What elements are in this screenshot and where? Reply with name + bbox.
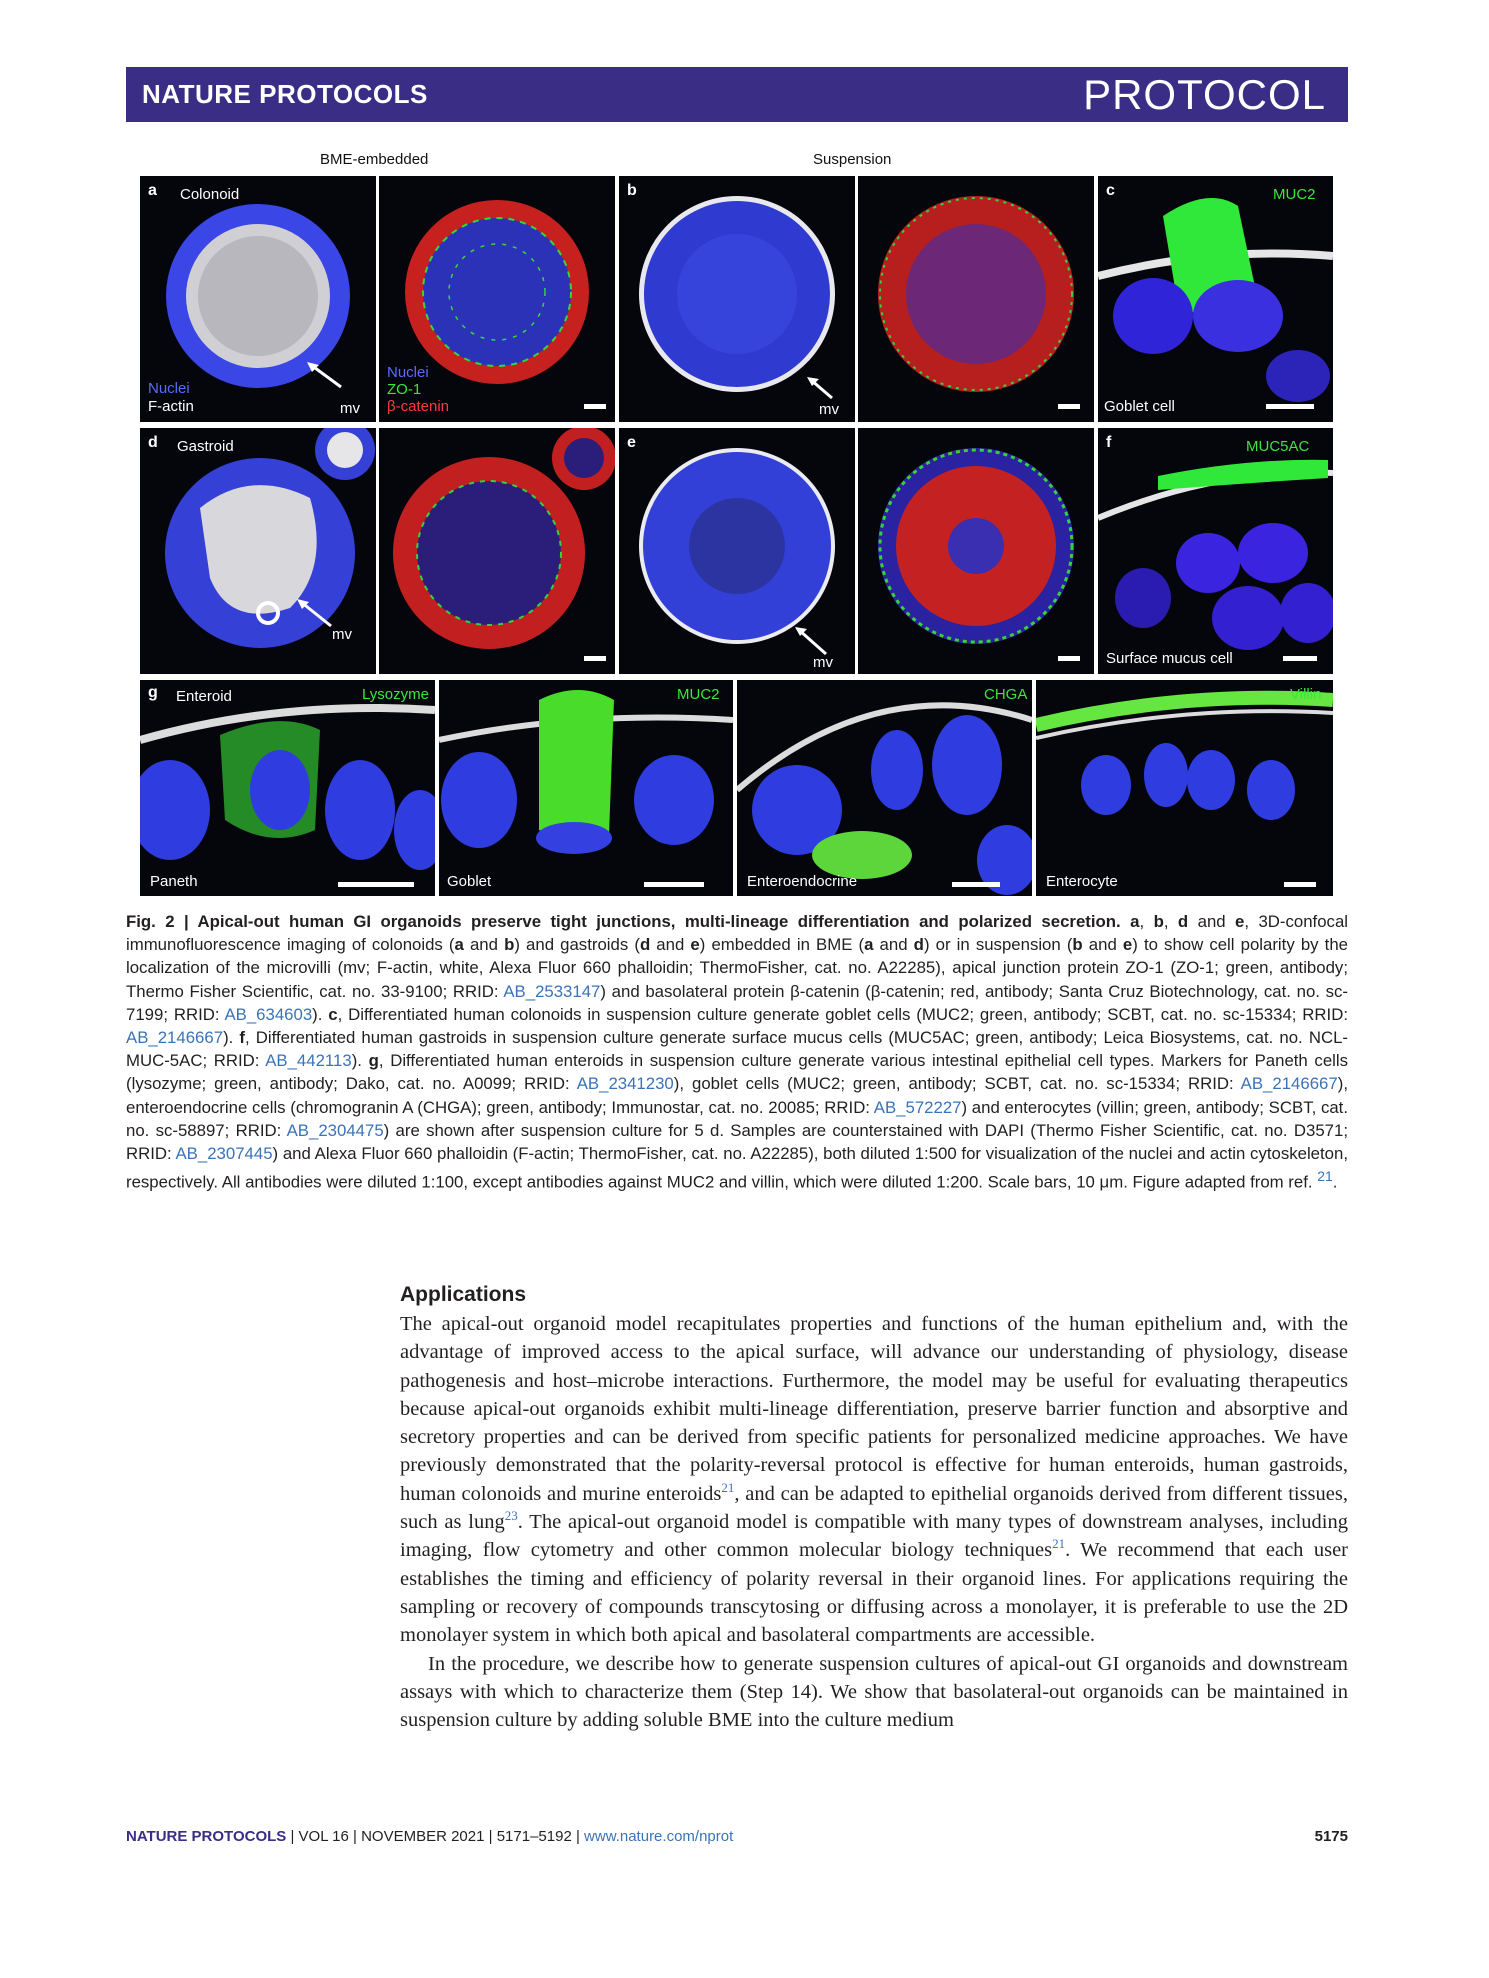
caption-bold: a [1120,912,1140,931]
label-enteroendocrine: Enteroendocrine [747,873,858,890]
rrid-link[interactable]: AB_2341230 [576,1074,674,1094]
rrid-link[interactable]: AB_2307445 [175,1144,273,1164]
label-zo-1: ZO-1 [387,381,422,398]
label-mv: mv [340,400,360,417]
panel-letter-c: c [1106,182,1115,199]
scale-bar [1266,404,1314,409]
panel-e-right [858,428,1094,674]
panel-f [1098,428,1333,674]
label-goblet: Goblet [447,873,492,890]
panel-letter-e: e [627,434,636,451]
caption-bold: b [1072,935,1083,955]
label-mv: mv [819,401,839,418]
label-surface-mucus-cell: Surface mucus cell [1106,650,1233,667]
panel-b-left [619,176,855,422]
caption-text: ) and Alexa Fluor 660 phalloidin (F-actin; ThermoFisher, cat. no. A22285), both diluted 1:500 for visualization of the nuclei and actin cytoskeleton, respectively. All antibodies were diluted 1:100, except antibodies against MUC2 and villin, which were diluted 1:200. Scale bars, 10 μm. Figure adapted from ref. [126,1144,1348,1192]
caption-label: Fig. 2 | Apical-out human GI organoids preserve tight junctions, multi-lineage differentiation and polarized secretion. [126,912,1121,931]
footer-separator: | [571,1828,585,1845]
rrid-link[interactable]: AB_2304475 [286,1120,384,1140]
panel-g-enteroendocrine-image [737,680,1032,896]
label-mv: mv [332,626,352,643]
caption-text: , 3D-confocal immunofluorescence imaging of colonoids ( [126,912,1349,955]
caption-text: ), goblet cells (MUC2; green, antibody; SCBT, cat. no. sc-15334; RRID: [673,1074,1241,1094]
panel-b-right [858,176,1094,422]
caption-text: , [1139,912,1154,931]
panel-title-gastroid: Gastroid [177,438,234,455]
caption-text: ). [351,1051,369,1071]
footer-separator: | [484,1828,497,1845]
scale-bar [952,882,1000,887]
caption-text: ), enteroendocrine cells (chromogranin A (CHGA); green, antibody; Immunostar, cat. no. 20085; RRID: [126,1074,1348,1117]
panel-e-left [619,428,855,674]
marker-lysozyme: Lysozyme [362,686,429,703]
marker-muc2: MUC2 [677,686,720,703]
group-label-bme: BME-embedded [320,151,429,168]
panel-g-goblet [439,680,733,896]
caption-text: ). [312,1004,329,1024]
panel-title-enteroid: Enteroid [176,688,232,705]
caption-text: ) are shown after suspension culture for 5 d. Samples are counterstained with DAPI (Thermo Fisher Scientific, cat. no. D3571; RRID: [126,1120,1348,1164]
footer-volume: VOL 16 [298,1828,349,1845]
label-beta-catenin: β-catenin [387,398,449,415]
caption-text: . [1332,1172,1338,1192]
caption-text: and [650,935,691,955]
rrid-link[interactable]: AB_2146667 [1240,1074,1338,1094]
body-text: . The apical-out organoid model is compatible with many types of downstream analyses, including imaging, flow cytometry and other common molecular biology techniques [400,1511,1348,1562]
panel-g-paneth-image [140,680,435,896]
scale-bar [338,882,414,887]
journal-header [126,67,1348,122]
paragraph [400,1310,1348,1650]
caption-text: ) embedded in BME ( [699,935,865,955]
caption-bold: e [1122,935,1133,955]
caption-text: ) to show cell polarity by the localization of the microvilli (mv; F-actin, white, Alexa Fluor 660 phalloidin; ThermoFisher, cat. no. A22285), apical junction protein ZO-1 (ZO-1; green, antibody; Thermo Fisher Scientific, cat. no. 33-9100; RRID: [126,935,1348,1001]
section-label: PROTOCOL [1083,71,1326,118]
scale-bar [644,882,704,887]
scale-bar [1284,882,1316,887]
caption-bold: d [1177,912,1189,931]
label-mv: mv [813,654,833,671]
label-paneth: Paneth [150,873,198,890]
reference-link[interactable]: 21 [1317,1168,1333,1185]
scale-bar [1283,656,1317,661]
label-goblet-cell: Goblet cell [1104,398,1175,415]
rrid-link[interactable]: AB_442113 [265,1051,352,1071]
rrid-link[interactable]: AB_634603 [224,1004,313,1024]
body-text: The apical-out organoid model recapitulates properties and functions of the human epithelium and, with the advantage of improved access to the apical surface, will advance our understanding of physiology, disease pathogenesis and host–microbe interactions. Furthermore, the model may be useful for evaluating therapeutics because apical-out organoids exhibit multi-lineage differentiation, preserve barrier function and absorptive and secretory properties and can be derived from specific patients for personalized medicine approaches. We have previously demonstrated that the polarity-reversal protocol is effective for human enteroids, human gastroids, human colonoids and murine enteroids [400,1313,1348,1505]
panel-g-goblet-image [439,680,733,896]
marker-villin: Villin [1290,686,1322,703]
paragraph: In the procedure, we describe how to generate suspension cultures of apical-out GI organoids and downstream assays with which to characterize them (Step 14). We show that basolateral-out organoids can be maintained in suspension culture by adding soluble BME into the culture medium [400,1652,1348,1732]
marker-muc2: MUC2 [1273,186,1316,203]
panel-d-right-image [379,428,615,674]
caption-bold: d [639,935,651,955]
panel-e-right-image [858,428,1094,674]
caption-text: ). [223,1028,240,1048]
panel-d-left [140,428,376,674]
panel-letter-d: d [148,434,158,451]
caption-text: and [1188,912,1236,931]
mv-arrow-icon [305,361,345,391]
figure-caption [126,910,1348,1194]
panel-g-enterocyte-image [1036,680,1333,896]
label-nuclei-2: Nuclei [387,364,429,381]
scale-bar [1058,656,1080,661]
panel-letter-a: a [148,182,157,199]
rrid-link[interactable]: AB_2533147 [503,981,601,1001]
caption-bold: a [864,935,874,955]
caption-text: , Differentiated human gastroids in suspension culture generate surface mucus cells (MUC5AC; green, antibody; Leica Biosystems, cat. no. NCL-MUC-5AC; RRID: [126,1028,1348,1071]
footer-pages: 5171–5192 [496,1828,572,1845]
caption-text: , [1163,912,1178,931]
caption-bold: d [913,935,924,955]
caption-bold: e [1235,912,1245,931]
footer-separator: | [286,1828,299,1845]
body-text: . We recommend that each user establishes the timing and efficiency of polarity reversal in their organoid lines. For applications requiring the sampling or recovery of compounds transcytosing or diffusing across a monolayer, it is preferable to use the 2D monolayer system in which both apical and basolateral compartments are accessible. [400,1539,1348,1647]
panel-letter-f: f [1106,434,1112,451]
footer-url-link[interactable]: www.nature.com/nprot [584,1828,734,1845]
scale-bar [584,404,606,409]
caption-bold: b [1153,912,1164,931]
panel-a-left [140,176,376,422]
caption-text: and [463,935,505,955]
page-number: 5175 [1314,1828,1348,1845]
caption-bold: c [328,1004,338,1024]
section-heading-applications: Applications [400,1283,527,1306]
panel-b-right-image [858,176,1094,422]
caption-text: ) and gastroids ( [514,935,640,955]
applications-body [400,1310,1348,1734]
marker-muc5ac: MUC5AC [1246,438,1310,455]
panel-c-image [1098,176,1333,422]
panel-letter-g: g [148,684,158,701]
footer-date: NOVEMBER 2021 [361,1828,485,1845]
caption-bold: g [368,1051,379,1071]
page-footer [126,1828,733,1845]
panel-c [1098,176,1333,422]
mv-arrow-icon [295,598,335,630]
mv-arrow-icon [806,376,836,402]
caption-bold: a [454,935,464,955]
caption-text: , Differentiated human colonoids in suspension culture generate goblet cells (MUC2; green, antibody; SCBT, cat. no. sc-15334; RRID: [337,1004,1348,1024]
reference-link[interactable]: 21 [1052,1536,1066,1552]
group-label-suspension: Suspension [813,151,892,168]
caption-text: and [873,935,914,955]
reference-link[interactable]: 23 [504,1508,518,1524]
footer-separator: | [348,1828,362,1845]
panel-g-paneth [140,680,435,896]
panel-g-enteroendocrine [737,680,1032,896]
caption-text: , Differentiated human enteroids in suspension culture generate various intestinal epithelial cell types. Markers for Paneth cells (lysozyme; green, antibody; Dako, cat. no. A0099; RRID: [126,1051,1349,1094]
label-f-actin: F-actin [148,398,194,415]
caption-text: ) and enterocytes (villin; green, antibody; SCBT, cat. no. sc-58897; RRID: [126,1097,1349,1140]
panel-d-right [379,428,615,674]
caption-bold: e [690,935,700,955]
caption-text: and [1082,935,1123,955]
rrid-link[interactable]: AB_2146667 [126,1028,224,1048]
journal-name: NATURE PROTOCOLS [142,79,428,109]
panel-letter-b: b [627,182,637,199]
marker-chga: CHGA [984,686,1028,703]
scale-bar [584,656,606,661]
footer-journal: NATURE PROTOCOLS [126,1828,287,1845]
body-text: , and can be adapted to epithelial organoids derived from different tissues, such as lung [400,1482,1348,1534]
rrid-link[interactable]: AB_572227 [873,1097,962,1117]
panel-f-image [1098,428,1333,674]
panel-title-colonoid: Colonoid [180,186,240,203]
caption-text: ) and basolateral protein β-catenin (β-catenin; red, antibody; Santa Cruz Biotechnology, cat. no. sc-7199; RRID: [126,981,1348,1024]
label-nuclei: Nuclei [148,380,190,397]
caption-text: ) or in suspension ( [923,935,1073,955]
caption-bold: b [504,935,515,955]
label-enterocyte: Enterocyte [1046,873,1118,890]
caption-bold: f [239,1028,246,1048]
scale-bar [1058,404,1080,409]
panel-a-right [379,176,615,422]
panel-g-enterocyte [1036,680,1333,896]
reference-link[interactable]: 21 [721,1479,735,1495]
